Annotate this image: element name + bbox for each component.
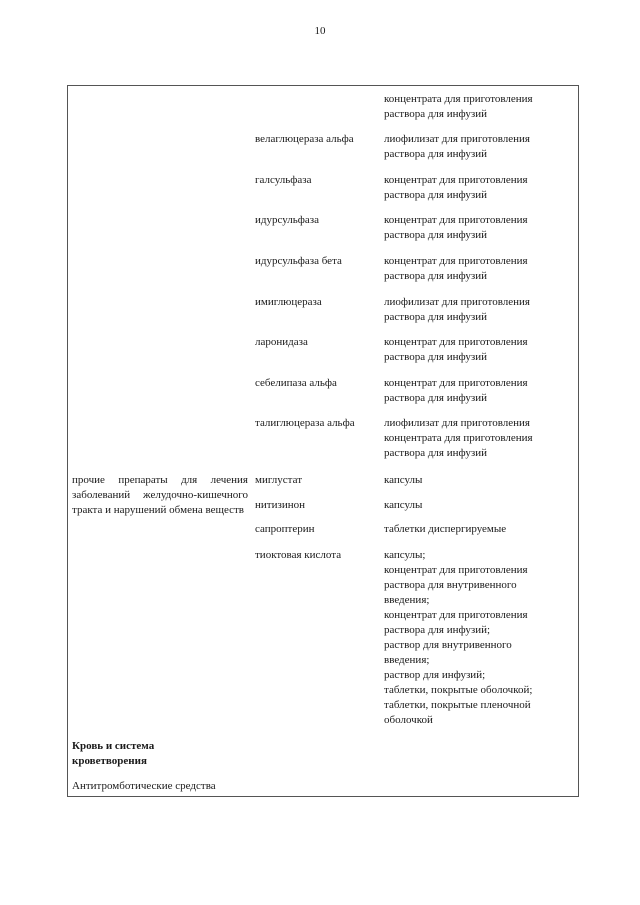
dosage-form-line: раствора для инфузий: [384, 311, 487, 323]
dosage-form-line: концентрат для приготовления: [384, 564, 528, 576]
drug-name: велаглюцераза альфа: [255, 133, 354, 145]
dosage-form-line: раствор для внутривенного: [384, 639, 512, 651]
subsection-label: Антитромботические средства: [72, 780, 216, 792]
dosage-form-line: капсулы: [384, 499, 423, 511]
dosage-form-line: раствора для инфузий: [384, 148, 487, 160]
drug-name: ларонидаза: [255, 336, 308, 348]
page-number: 10: [314, 25, 326, 37]
dosage-form-line: раствора для инфузий: [384, 392, 487, 404]
dosage-form-line: капсулы;: [384, 549, 426, 561]
dosage-form-line: оболочкой: [384, 714, 433, 726]
drug-name: нитизинон: [255, 499, 305, 511]
drug-name: идурсульфаза: [255, 214, 319, 226]
dosage-form-line: введения;: [384, 654, 430, 666]
dosage-form-line: раствора для инфузий: [384, 189, 487, 201]
dosage-form-line: раствора для инфузий;: [384, 624, 491, 636]
dosage-form-line: таблетки, покрытые оболочкой;: [384, 684, 533, 696]
drug-name: себелипаза альфа: [255, 377, 337, 389]
dosage-form-line: раствора для внутривенного: [384, 579, 517, 591]
dosage-form-line: концентрат для приготовления: [384, 336, 528, 348]
drug-name: идурсульфаза бета: [255, 255, 342, 267]
dosage-form-line: концентрат для приготовления: [384, 377, 528, 389]
dosage-form-line: введения;: [384, 594, 430, 606]
dosage-form-line: концентрата для приготовления: [384, 93, 533, 105]
group-label: прочие препараты для лечения заболеваний желудочно-кишечного тракта и нарушений обмена веществ: [72, 474, 248, 516]
dosage-form-line: раствора для инфузий: [384, 447, 487, 459]
dosage-form-line: раствора для инфузий: [384, 351, 487, 363]
dosage-form-line: раствора для инфузий: [384, 270, 487, 282]
dosage-form-line: концентрат для приготовления: [384, 214, 528, 226]
dosage-form-line: раствор для инфузий;: [384, 669, 486, 681]
drug-name: галсульфаза: [255, 174, 312, 186]
dosage-form-line: концентрат для приготовления: [384, 255, 528, 267]
dosage-form-line: концентрат для приготовления: [384, 174, 528, 186]
drug-name: миглустат: [255, 474, 303, 486]
dosage-form-line: лиофилизат для приготовления: [384, 133, 530, 145]
section-heading: Кровь и система: [72, 740, 155, 752]
drug-name: имиглюцераза: [255, 296, 322, 308]
dosage-form-line: таблетки диспергируемые: [384, 523, 507, 535]
section-heading: кроветворения: [72, 755, 147, 767]
dosage-form-line: лиофилизат для приготовления: [384, 296, 530, 308]
dosage-form-line: раствора для инфузий: [384, 108, 487, 120]
dosage-form-line: раствора для инфузий: [384, 229, 487, 241]
dosage-form-line: таблетки, покрытые пленочной: [384, 699, 531, 711]
dosage-form-line: концентрата для приготовления: [384, 432, 533, 444]
drug-name: тиоктовая кислота: [255, 549, 342, 561]
dosage-form-line: концентрат для приготовления: [384, 609, 528, 621]
drug-name: сапроптерин: [255, 523, 315, 535]
drug-name: талиглюцераза альфа: [255, 417, 355, 429]
dosage-form-line: лиофилизат для приготовления: [384, 417, 530, 429]
dosage-form-line: капсулы: [384, 474, 423, 486]
